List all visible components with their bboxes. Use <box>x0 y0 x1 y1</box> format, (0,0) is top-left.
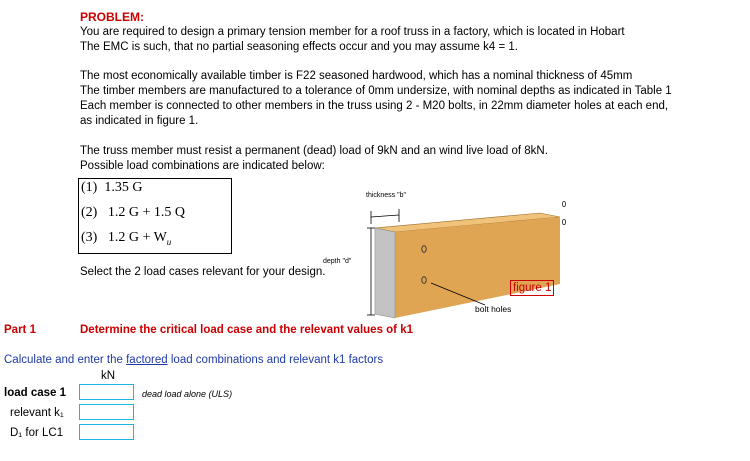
bolt-holes-label: bolt holes <box>475 304 512 314</box>
bolt-hole <box>562 201 565 206</box>
formula-1-expression: 1.35 G <box>104 180 143 195</box>
formula-2-expression: 1.2 G + 1.5 Q <box>107 205 185 220</box>
load-case-1-note: dead load alone (ULS) <box>142 389 233 399</box>
part-title: Determine the critical load case and the relevant values of k1 <box>80 324 413 336</box>
calc-instruction-post: load combinations and relevant k1 factors <box>167 354 384 366</box>
part-label: Part 1 <box>4 324 36 336</box>
member-end-face <box>375 228 395 318</box>
problem-line-6: as indicated in figure 1. <box>80 115 199 127</box>
calc-instruction-pre: Calculate and enter the <box>4 354 127 366</box>
factored-link[interactable]: factored <box>126 354 168 366</box>
formula-1-number: (1) <box>81 180 98 195</box>
problem-line-4: The timber members are manufactured to a tolerance of 0mm undersize, with nominal depths as indicated in Table 1 <box>80 85 672 97</box>
relevant-k1-input[interactable] <box>79 404 134 420</box>
relevant-k1-label: relevant k₁ <box>10 407 64 419</box>
problem-line-3: The most economically available timber is F22 seasoned hardwood, which has a nominal thickness of 45mm <box>80 70 633 82</box>
load-combination-formulas <box>78 178 232 254</box>
bolt-hole <box>562 219 565 224</box>
problem-line-1: You are required to design a primary tension member for a roof truss in a factory, which is located in Hobart <box>80 26 625 38</box>
d1-lc1-input[interactable] <box>79 424 134 440</box>
thickness-dimension-line <box>371 215 399 217</box>
unit-label: kN <box>101 370 116 382</box>
problem-title: PROBLEM: <box>80 10 144 24</box>
member-side-face <box>395 217 560 318</box>
formula-2-number: (2) <box>81 205 98 220</box>
formula-3-subscript: u <box>166 236 172 247</box>
formula-3-expression: 1.2 G + W <box>107 230 167 245</box>
thickness-label: thickness "b" <box>366 192 406 199</box>
d1-lc1-label: D₁ for LC1 <box>10 427 64 439</box>
formula-1 <box>81 180 142 196</box>
formula-3-number: (3) <box>81 230 98 245</box>
problem-line-5: Each member is connected to other members in the truss using 2 - M20 bolts, in 22mm diameter holes at each end, <box>80 100 669 112</box>
depth-label: depth "d" <box>323 258 352 265</box>
problem-line-7: The truss member must resist a permanent (dead) load of 9kN and an wind live load of 8kN. <box>80 145 548 157</box>
timber-member-figure <box>335 188 580 323</box>
formula-2 <box>81 205 185 221</box>
problem-line-8: Possible load combinations are indicated below: <box>80 160 325 172</box>
select-instruction: Select the 2 load cases relevant for your design. <box>80 266 326 278</box>
calc-instruction <box>4 354 383 366</box>
load-case-1-input[interactable] <box>79 384 134 400</box>
formula-3 <box>81 230 171 247</box>
load-case-1-label: load case 1 <box>4 387 67 399</box>
problem-line-2: The EMC is such, that no partial seasoning effects occur and you may assume k4 = 1. <box>80 41 518 53</box>
figure-caption: figure 1 <box>510 280 554 296</box>
